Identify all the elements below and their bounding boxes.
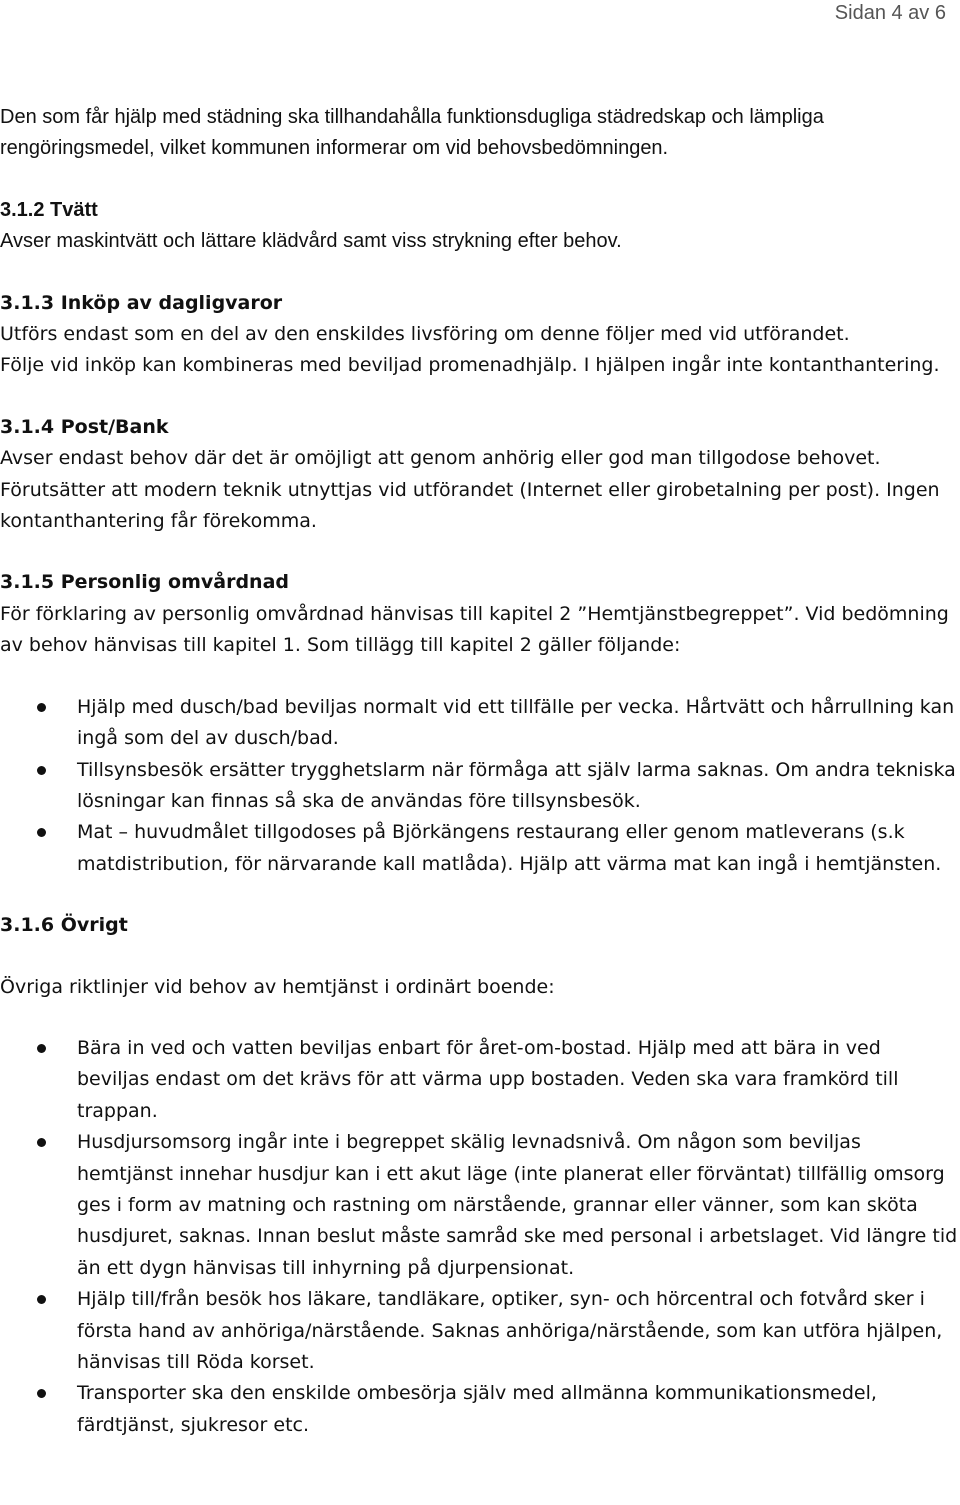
section-315-heading: 3.1.5 Personlig omvårdnad bbox=[0, 571, 289, 594]
list-item bbox=[0, 692, 958, 755]
list-item bbox=[0, 1033, 958, 1127]
section-314-text: Avser endast behov där det är omöjligt att genom anhörig eller god man tillgodose behovet. Förutsätter att modern teknik utnyttjas vid utförandet (Internet eller girobetalning per post). Ingen kontanthantering får förekomma. bbox=[0, 447, 940, 533]
spacer bbox=[0, 165, 958, 195]
list-item-text: Bära in ved och vatten beviljas enbart för året-om-bostad. Hjälp med att bära in ved beviljas endast om det krävs för att värma upp bostaden. Veden ska vara framkörd till trappan. bbox=[77, 1036, 899, 1122]
section-313-text-2: Följe vid inköp kan kombineras med beviljad promenadhjälp. I hjälpen ingår inte kontanthantering. bbox=[0, 354, 940, 377]
list-item-text: Tillsynsbesök ersätter trygghetslarm när förmåga att själv larma saknas. Om andra tekniska lösningar kan finnas så ska de användas före tillsynsbesök. bbox=[77, 758, 956, 812]
spacer bbox=[0, 258, 958, 288]
bullet-icon bbox=[37, 703, 46, 712]
section-312-heading: 3.1.2 Tvätt bbox=[0, 198, 98, 221]
list-item-text: Husdjursomsorg ingår inte i begreppet skälig levnadsnivå. Om någon som beviljas hemtjänst innehar husdjur kan i ett akut läge (inte planerat eller förväntat) tillfällig omsorg ges i form av matning och rastning om närstående, grannar eller vänner, som kan sköta husdjuret, saknas. Innan beslut måste samråd ske med personal i arbetslaget. Vid längre tid än ett dygn hänvisas till inhyrning på djurpensionat. bbox=[77, 1131, 958, 1279]
section-313-text-1: Utförs endast som en del av den enskildes livsföring om denne följer med vid utförandet. bbox=[0, 323, 850, 346]
bullet-icon bbox=[37, 828, 46, 837]
section-316-bullet-list bbox=[0, 1033, 958, 1441]
bullet-icon bbox=[37, 766, 46, 775]
spacer bbox=[0, 382, 958, 412]
bullet-icon bbox=[37, 1138, 46, 1147]
spacer bbox=[0, 880, 958, 910]
list-item bbox=[0, 817, 958, 880]
spacer bbox=[0, 537, 958, 567]
section-312-text: Avser maskintvätt och lättare klädvård samt viss strykning efter behov. bbox=[0, 230, 622, 253]
list-item bbox=[0, 1378, 958, 1441]
section-316-heading: 3.1.6 Övrigt bbox=[0, 914, 128, 937]
bullet-icon bbox=[37, 1389, 46, 1398]
list-item bbox=[0, 1284, 958, 1378]
page-number: Sidan 4 av 6 bbox=[834, 2, 946, 24]
spacer bbox=[0, 662, 958, 692]
list-item bbox=[0, 1127, 958, 1284]
document-body bbox=[0, 102, 958, 1441]
list-item-text: Mat – huvudmålet tillgodoses på Björkängens restaurang eller genom matleverans (s.k matdistribution, för närvarande kall matlåda). Hjälp att värma mat kan ingå i hemtjänsten. bbox=[77, 821, 942, 875]
section-315-text: För förklaring av personlig omvårdnad hänvisas till kapitel 2 ”Hemtjänstbegreppet”. Vid bedömning av behov hänvisas till kapitel 1. Som tillägg till kapitel 2 gäller följande: bbox=[0, 602, 949, 657]
bullet-icon bbox=[37, 1295, 46, 1304]
list-item bbox=[0, 755, 958, 818]
section-314-heading: 3.1.4 Post/Bank bbox=[0, 415, 169, 438]
list-item-text: Transporter ska den enskilde ombesörja själv med allmänna kommunikationsmedel, färdtjänst, sjukresor etc. bbox=[77, 1382, 877, 1436]
intro-paragraph: Den som får hjälp med städning ska tillhandahålla funktionsdugliga städredskap och lämpliga rengöringsmedel, vilket kommunen informerar om vid behovsbedömningen. bbox=[0, 106, 824, 160]
spacer bbox=[0, 942, 958, 972]
section-315-bullet-list bbox=[0, 692, 958, 880]
list-item-text: Hjälp till/från besök hos läkare, tandläkare, optiker, syn- och hörcentral och fotvård sker i första hand av anhöriga/närstående. Saknas anhöriga/närstående, som kan utföra hjälpen, hänvisas till Röda korset. bbox=[77, 1288, 943, 1373]
section-313-heading: 3.1.3 Inköp av dagligvaror bbox=[0, 291, 283, 314]
section-316-intro: Övriga riktlinjer vid behov av hemtjänst i ordinärt boende: bbox=[0, 975, 555, 998]
bullet-icon bbox=[37, 1044, 46, 1053]
list-item-text: Hjälp med dusch/bad beviljas normalt vid ett tillfälle per vecka. Hårtvätt och hårrullning kan ingå som del av dusch/bad. bbox=[77, 695, 955, 750]
spacer bbox=[0, 1003, 958, 1033]
